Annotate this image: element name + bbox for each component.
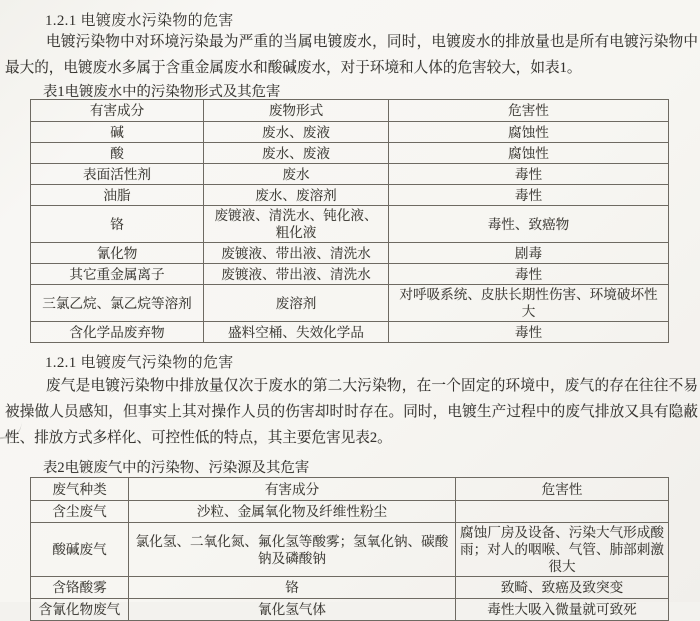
table-cell: 氰化物 bbox=[31, 243, 204, 264]
table1-header-waste-form: 废物形式 bbox=[204, 100, 389, 122]
table-row bbox=[31, 501, 669, 523]
table-cell: 对呼吸系统、皮肤长期性伤害、环境破坏性大 bbox=[389, 285, 669, 322]
table-cell: 三氯乙烷、氯乙烷等溶剂 bbox=[31, 285, 204, 322]
table-row bbox=[31, 577, 669, 599]
table-cell: 废水、废液 bbox=[204, 143, 389, 164]
table2-header-gas-type: 废气种类 bbox=[31, 478, 129, 501]
table2-header-row bbox=[31, 478, 669, 501]
table-row bbox=[31, 206, 669, 243]
table-cell: 毒性 bbox=[389, 185, 669, 206]
table2-caption: 表2电镀废气中的污染物、污染源及其危害 bbox=[43, 460, 310, 476]
table-cell: 氯化氢、二氧化氮、氟化氢等酸雾；氢氧化钠、碳酸钠及磷酸钠 bbox=[129, 523, 456, 577]
table-row bbox=[31, 523, 669, 577]
table-cell: 毒性大吸入微量就可致死 bbox=[456, 599, 669, 621]
table-cell: 盛料空桶、失效化学品 bbox=[204, 322, 389, 343]
table-cell: 沙粒、金属氧化物及纤维性粉尘 bbox=[129, 501, 456, 523]
table1-wastewater-pollutants bbox=[30, 99, 669, 343]
table1-header-hazard: 危害性 bbox=[389, 100, 669, 122]
table-cell: 含氰化物废气 bbox=[31, 599, 129, 621]
table-cell: 废水 bbox=[204, 164, 389, 185]
table2-header-hazard: 危害性 bbox=[456, 478, 669, 501]
table-cell: 废溶剂 bbox=[204, 285, 389, 322]
table-row bbox=[31, 164, 669, 185]
table-cell: 毒性 bbox=[389, 264, 669, 285]
table-row bbox=[31, 185, 669, 206]
table1-caption: 表1电镀废水中的污染物形式及其危害 bbox=[43, 84, 281, 100]
table-cell: 氰化氢气体 bbox=[129, 599, 456, 621]
table-cell bbox=[456, 501, 669, 523]
table-cell: 铬 bbox=[31, 206, 204, 243]
table2-header-harmful-component: 有害成分 bbox=[129, 478, 456, 501]
table-cell: 废镀液、清洗水、钝化液、粗化液 bbox=[204, 206, 389, 243]
table1-header-harmful-component: 有害成分 bbox=[31, 100, 204, 122]
table-row bbox=[31, 143, 669, 164]
table-cell: 废镀液、带出液、清洗水 bbox=[204, 243, 389, 264]
table-cell: 腐蚀厂房及设备、污染大气形成酸雨；对人的咽喉、气管、肺部刺激很大 bbox=[456, 523, 669, 577]
table-cell: 酸 bbox=[31, 143, 204, 164]
table-cell: 表面活性剂 bbox=[31, 164, 204, 185]
table-cell: 其它重金属离子 bbox=[31, 264, 204, 285]
section2-heading: 1.2.1 电镀废气污染物的危害 bbox=[45, 355, 234, 371]
table-cell: 剧毒 bbox=[389, 243, 669, 264]
table-row bbox=[31, 243, 669, 264]
table-cell: 废水、废液 bbox=[204, 122, 389, 143]
table-cell: 含尘废气 bbox=[31, 501, 129, 523]
table2-wastegas-pollutants bbox=[30, 477, 669, 621]
table-row bbox=[31, 122, 669, 143]
table-cell: 油脂 bbox=[31, 185, 204, 206]
table-row bbox=[31, 322, 669, 343]
table1-header-row bbox=[31, 100, 669, 122]
table-cell: 致畸、致癌及致突变 bbox=[456, 577, 669, 599]
table-cell: 毒性 bbox=[389, 322, 669, 343]
table-cell: 毒性 bbox=[389, 164, 669, 185]
section1-heading: 1.2.1 电镀废水污染物的危害 bbox=[45, 13, 234, 29]
table-cell: 铬 bbox=[129, 577, 456, 599]
table-cell: 毒性、致癌物 bbox=[389, 206, 669, 243]
table-cell: 废水、废溶剂 bbox=[204, 185, 389, 206]
table-cell: 含化学品废弃物 bbox=[31, 322, 204, 343]
section1-paragraph: 电镀污染物中对环境污染最为严重的当属电镀废水，同时，电镀废水的排放量也是所有电镀污染物中最大的，电镀废水多属于含重金属废水和酸碱废水，对于环境和人体的危害较大，如表1。 bbox=[5, 34, 698, 76]
table-cell: 酸碱废气 bbox=[31, 523, 129, 577]
table-row bbox=[31, 285, 669, 322]
table-cell: 含铬酸雾 bbox=[31, 577, 129, 599]
table-cell: 腐蚀性 bbox=[389, 143, 669, 164]
section2-paragraph: 废气是电镀污染物中排放量仅次于废水的第二大污染物，在一个固定的环境中，废气的存在往往不易被操做人员感知，但事实上其对操作人员的伤害却时时存在。同时，电镀生产过程中的废气排放又具有隐蔽性、排放方式多样化、可控性低的特点，其主要危害见表2。 bbox=[5, 378, 698, 446]
table-cell: 腐蚀性 bbox=[389, 122, 669, 143]
table-cell: 废镀液、带出液、清洗水 bbox=[204, 264, 389, 285]
table-cell: 碱 bbox=[31, 122, 204, 143]
table-row bbox=[31, 264, 669, 285]
